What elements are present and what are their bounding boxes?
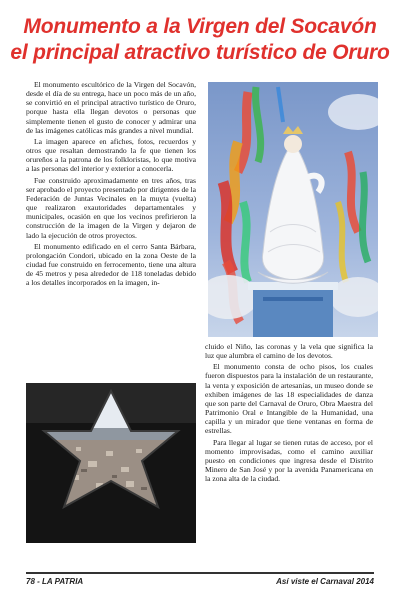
left-text-column xyxy=(26,80,196,370)
paragraph: Para llegar al lugar se tienen rutas de acceso, por el momento improvisadas, como el camino auxiliar puesto en condiciones que ingresa desde el Distrito Minero de San José y por la avenida Panamericana en la zona alta de la ciudad. xyxy=(205,437,373,484)
paragraph: La imagen aparece en afiches, fotos, recuerdos y otros que resaltan demostrando la fe que tienen los orureños a la patrona de los folkloristas, lo que motiva a las personas del interior y exterior a conocerla. xyxy=(26,136,196,174)
article-title-line-2: el principal atractivo turístico de Oruro xyxy=(10,41,390,64)
page-footer xyxy=(0,572,400,592)
paragraph: Fue construido aproximadamente en tres años, tras ser aprobado el proyecto presentado por dirigentes de la Federación de Juntas Vecinales en la muyta (vuelta) que realizaron exautoridades departamentales y municipales, ocasión en que los vecinos prefirieron la construcción de la imagen de la Virgen y dejaron de lado la ejecución de otros proyectos. xyxy=(26,175,196,240)
paragraph: El monumento edificado en el cerro Santa Bárbara, prolongación Condori, ubicado en la zona Oeste de la ciudad fue construido en ferrocemento, tiene una altura de 45 metros y pesa alrededor de 118 toneladas debido a los detalles incorporados en la imagen, in- xyxy=(26,241,196,288)
paragraph: El monumento escultórico de la Virgen del Socavón, desde el día de su entrega, hace un poco más de un año, se convirtió en el principal atractivo turístico de Oruro, porque hasta ella llegan devotos o personas que simplemente tienen el gusto de conocer y admirar una de las imágenes católicas más grandes a nivel mundial. xyxy=(26,80,196,135)
footer-page-label: 78 - LA PATRIA xyxy=(26,577,84,586)
footer-section-label: Así viste el Carnaval 2014 xyxy=(276,577,374,586)
star-window-photo xyxy=(26,383,196,543)
footer-rule xyxy=(26,572,374,574)
statue-photo xyxy=(208,82,378,337)
paragraph: cluido el Niño, las coronas y la vela que significa la luz que alumbra el camino de los devotos. xyxy=(205,342,373,361)
article-title-line-1: Monumento a la Virgen del Socavón xyxy=(23,15,377,38)
paragraph: El monumento consta de ocho pisos, los cuales fueron dispuestos para la instalación de un restaurante, la venta y exposición de artesanías, un museo donde se exhiben imágenes de las 18 especialidades de danza que son parte del Carnaval de Oruro, Obra Maestra del Patrimonio Oral e Intangible de la Humanidad, una capilla y un mirador que tiene ventanas en forma de estrellas. xyxy=(205,362,373,436)
right-text-column xyxy=(205,342,373,542)
